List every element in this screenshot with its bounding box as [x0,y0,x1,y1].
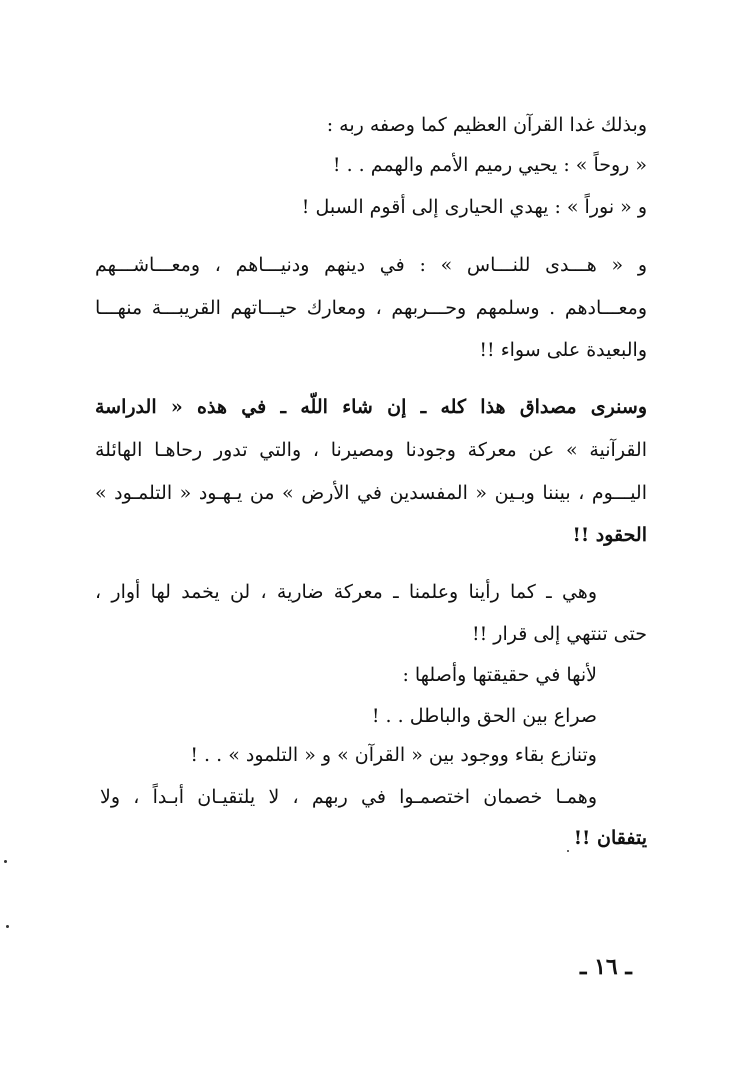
text-line-14: صراع بين الحق والباطل . . ! [371,705,597,727]
text-line-4: و « هـــدى للنـــاس » : في دينهم ودنيـــاهم ، ومعـــاشـــهم [95,254,647,276]
text-line-13: لأنها في حقيقتها وأصلها : [402,664,597,686]
scan-speck [567,850,569,852]
text-line-15: وتنازع بقاء ووجود بين « القرآن » و « التلمود » . . ! [190,744,597,766]
text-line-7: وسنرى مصداق هذا كله ـ إن شاء اللّه ـ في هذه « الدراسة [95,396,647,418]
text-line-2: « روحاً » : يحيي رميم الأمم والهمم . . ! [332,154,647,176]
scan-speck [6,925,9,928]
text-line-11: وهي ـ كما رأينا وعلمنا ـ معركة ضارية ، لن يخمد لها أوار ، [95,581,597,603]
text-line-6: والبعيدة على سواء !! [479,339,647,361]
text-line-5: ومعـــادهم . وسلمهم وحـــربهم ، ومعارك حيـــاتهم القريبـــة منهـــا [95,297,647,319]
text-line-9: اليـــوم ، بيننا وبـين « المفسدين في الأرض » من يـهـود « التلمـود » [95,482,647,504]
text-line-3: و « نوراً » : يهدي الحيارى إلى أقوم السبل ! [301,196,647,218]
scan-speck [4,860,7,863]
text-line-16: وهمـا خصمان اختصمـوا في ربهم ، لا يلتقيـان أبـداً ، ولا [100,786,597,808]
text-line-8: القرآنية » عن معركة وجودنا ومصيرنا ، والتي تدور رحاهـا الهائلة [95,439,647,461]
page-number: ـ ١٦ ـ [580,954,632,980]
text-line-1: وبذلك غدا القرآن العظيم كما وصفه ربه : [326,114,647,136]
text-line-12: حتى تنتهي إلى قرار !! [471,623,647,645]
text-line-10: الحقود !! [572,524,647,546]
text-line-17: يتفقان !! [573,827,647,849]
